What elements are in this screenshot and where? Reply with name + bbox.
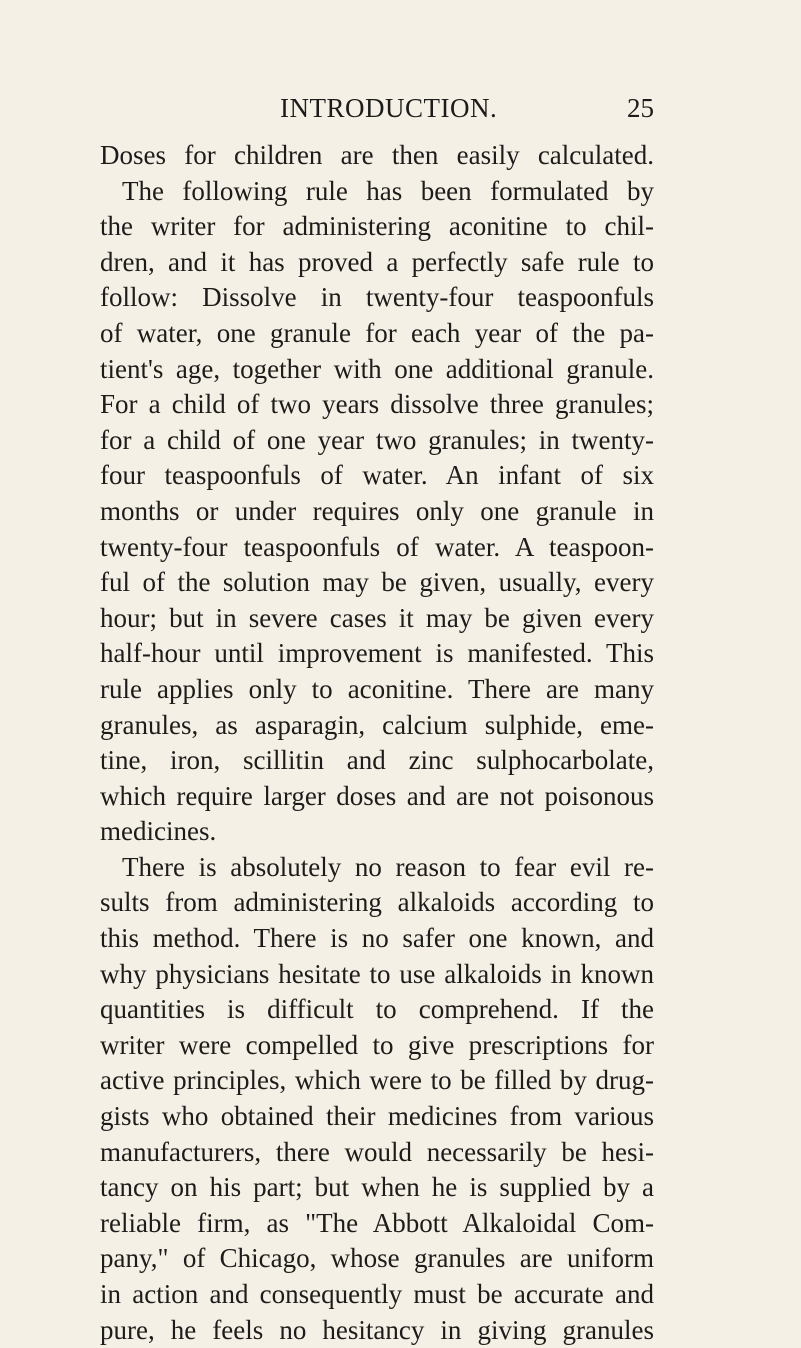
text-line: this method. There is no safer one known, and [100,923,654,954]
text-line: tine, iron, scillitin and zinc sulphocarbolate, [100,745,654,776]
text-line: tient's age, together with one additional granule. [100,353,654,384]
text-line: quantities is difficult to comprehend. If the [100,994,654,1025]
text-line: active principles, which were to be filled by drug- [100,1065,654,1096]
text-line: medicines. [100,816,217,847]
text-line: the writer for administering aconitine to chil- [100,211,654,242]
text-line: of water, one granule for each year of the pa- [100,317,654,348]
text-line: follow: Dissolve in twenty-four teaspoonfuls [100,282,654,313]
text-line: twenty-four teaspoonfuls of water. A teaspoon- [100,531,654,562]
text-line: why physicians hesitate to use alkaloids in known [100,958,654,989]
text-line: four teaspoonfuls of water. An infant of six [100,460,654,491]
text-line: hour; but in severe cases it may be given every [100,602,654,633]
text-line: half-hour until improvement is manifested. This [100,638,654,669]
text-line: reliable firm, as "The Abbott Alkaloidal Com- [100,1207,654,1238]
text-line: in action and consequently must be accurate and [100,1279,654,1309]
text-line: pany," of Chicago, whose granules are uniform [100,1243,654,1274]
text-line: gists who obtained their medicines from various [100,1101,654,1132]
page-number: 25 [627,93,654,123]
text-line: which require larger doses and are not poisonous [100,780,654,811]
text-line: ful of the solution may be given, usually, every [100,567,654,598]
text-line: granules, as asparagin, calcium sulphide, eme- [100,709,654,740]
text-line: For a child of two years dissolve three granules; [100,389,654,420]
text-line: dren, and it has proved a perfectly safe rule to [100,246,654,277]
text-line: Doses for children are then easily calculated. [100,140,654,170]
text-line: There is absolutely no reason to fear evil re- [122,851,654,882]
body-text [100,138,654,1348]
chapter-title: INTRODUCTION. [280,93,498,123]
text-line: for a child of one year two granules; in twenty- [100,424,654,455]
running-head [100,88,654,128]
text-line: The following rule has been formulated by [122,175,654,206]
text-line: months or under requires only one granule in [100,495,654,526]
text-line: rule applies only to aconitine. There are many [100,673,654,704]
text-line: sults from administering alkaloids according to [100,887,654,918]
text-line: manufacturers, there would necessarily be hesi- [100,1136,654,1167]
text-line: writer were compelled to give prescriptions for [100,1029,654,1060]
text-line: tancy on his part; but when he is supplied by a [100,1172,654,1203]
text-line: pure, he feels no hesitancy in giving granules [100,1314,654,1345]
